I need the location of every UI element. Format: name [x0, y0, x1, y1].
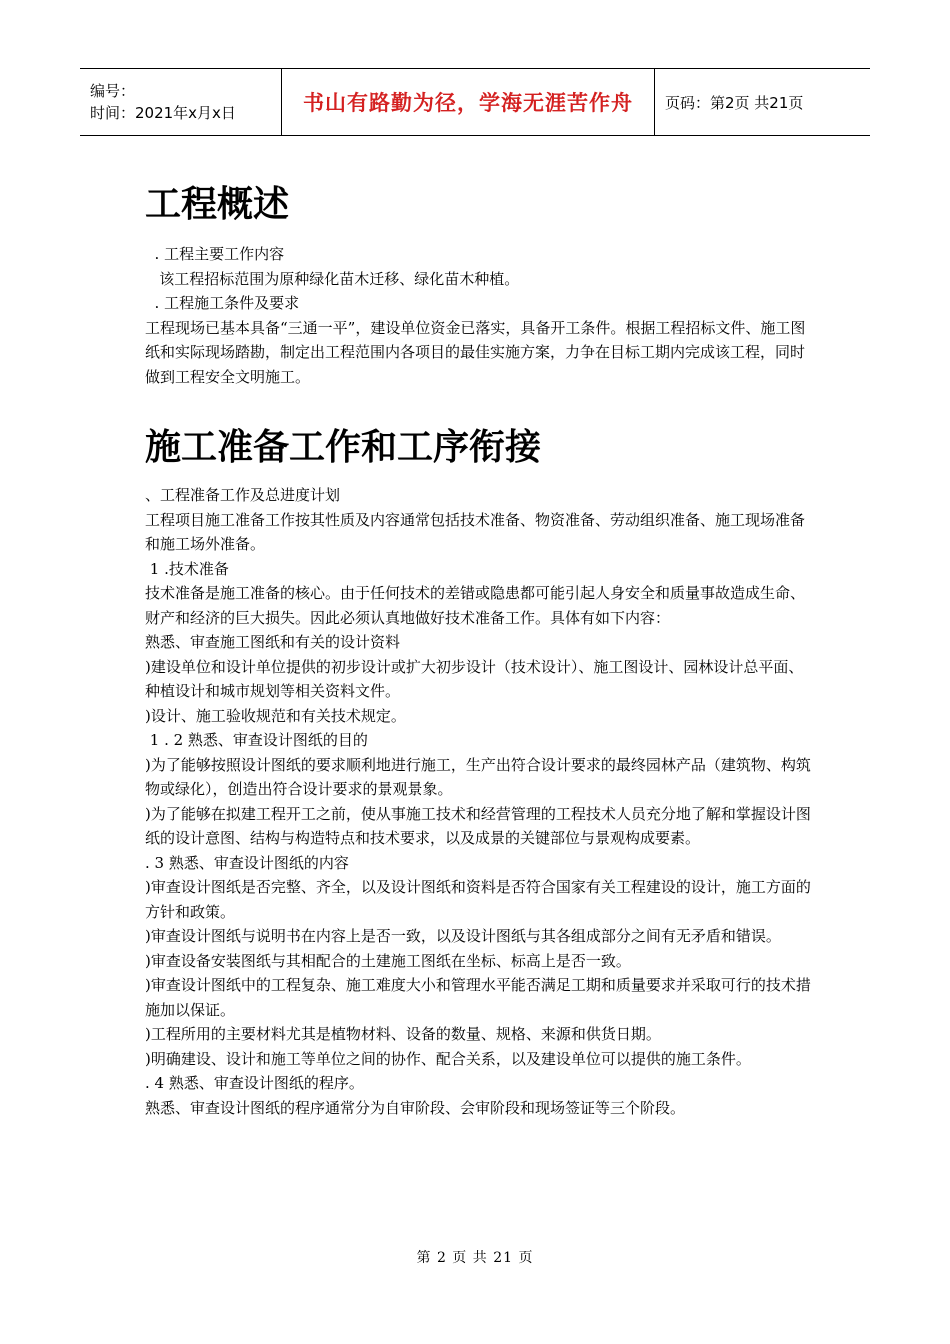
header-motto-cell [282, 69, 655, 135]
page-footer: 第 2 页 共 21 页 [416, 1250, 534, 1266]
paragraph: 1 .技术准备 [145, 559, 229, 578]
paragraph: )工程所用的主要材料尤其是植物材料、设备的数量、规格、来源和供货日期。 [145, 1025, 661, 1043]
page-header [80, 68, 870, 136]
paragraph: 技术准备是施工准备的核心。由于任何技术的差错或隐患都可能引起人身安全和质量事故造成生命、财产和经济的巨大损失。因此必须认真地做好技术准备工作。具体有如下内容： [145, 584, 806, 627]
paragraph: )审查设计图纸是否完整、齐全，以及设计图纸和资料是否符合国家有关工程建设的设计，施工方面的方针和政策。 [145, 878, 811, 921]
paragraph: 该工程招标范围为原种绿化苗木迁移、绿化苗木种植。 [145, 269, 520, 288]
paragraph: )明确建设、设计和施工等单位之间的协作、配合关系，以及建设单位可以提供的施工条件。 [145, 1049, 751, 1068]
document-number-label: 编号： [90, 82, 136, 100]
paragraph: . 3 熟悉、审查设计图纸的内容 [145, 853, 349, 872]
paragraph: )为了能够在拟建工程开工之前，使从事施工技术和经营管理的工程技术人员充分地了解和掌握设计图纸的设计意图、结构与构造特点和技术要求，以及成景的关键部位与景观构成要素。 [145, 804, 811, 847]
paragraph: . 工程主要工作内容 [145, 245, 285, 263]
header-motto: 书山有路勤为径，学海无涯苦作舟 [303, 91, 633, 115]
paragraph: 工程现场已基本具备“三通一平”，建设单位资金已落实，具备开工条件。根据工程招标文件、施工图纸和实际现场踏勘，制定出工程范围内各项目的最佳实施方案，力争在目标工期内完成该工程，同时做到工程安全文明施工。 [145, 318, 806, 386]
paragraph: 1 . 2 熟悉、审查设计图纸的目的 [145, 731, 368, 749]
paragraph: )审查设备安装图纸与其相配合的土建施工图纸在坐标、标高上是否一致。 [145, 951, 631, 970]
section-title-preparation: 施工准备工作和工序衔接 [145, 427, 542, 468]
paragraph: 熟悉、审查设计图纸的程序通常分为自审阶段、会审阶段和现场签证等三个阶段。 [145, 1098, 686, 1117]
paragraph: )审查设计图纸中的工程复杂、施工难度大小和管理水平能否满足工期和质量要求并采取可行的技术措施加以保证。 [145, 976, 811, 1019]
section-overview-body [145, 242, 815, 389]
paragraph: . 工程施工条件及要求 [145, 294, 300, 312]
paragraph: 熟悉、审查施工图纸和有关的设计资料 [145, 633, 401, 651]
paragraph: )设计、施工验收规范和有关技术规定。 [145, 706, 406, 725]
paragraph: )建设单位和设计单位提供的初步设计或扩大初步设计（技术设计）、施工图设计、园林设计总平面、种植设计和城市规划等相关资料文件。 [145, 657, 804, 700]
paragraph: . 4 熟悉、审查设计图纸的程序。 [145, 1074, 364, 1092]
header-page-info-cell [655, 69, 803, 135]
paragraph: )为了能够按照设计图纸的要求顺利地进行施工，生产出符合设计要求的最终园林产品（建筑物、构筑物或绿化），创造出符合设计要求的景观景象。 [145, 755, 811, 798]
paragraph: 工程项目施工准备工作按其性质及内容通常包括技术准备、物资准备、劳动组织准备、施工现场准备和施工场外准备。 [145, 510, 806, 553]
header-meta [80, 69, 282, 135]
document-body [145, 180, 815, 1120]
paragraph: 、工程准备工作及总进度计划 [145, 486, 341, 504]
header-page-info: 页码：第2页 共21页 [665, 93, 804, 112]
section-preparation-body [145, 483, 815, 1120]
paragraph: )审查设计图纸与说明书在内容上是否一致，以及设计图纸与其各组成部分之间有无矛盾和错误。 [145, 927, 781, 945]
section-title-overview: 工程概述 [145, 184, 290, 225]
document-date: 时间：2021年x月x日 [90, 104, 236, 122]
